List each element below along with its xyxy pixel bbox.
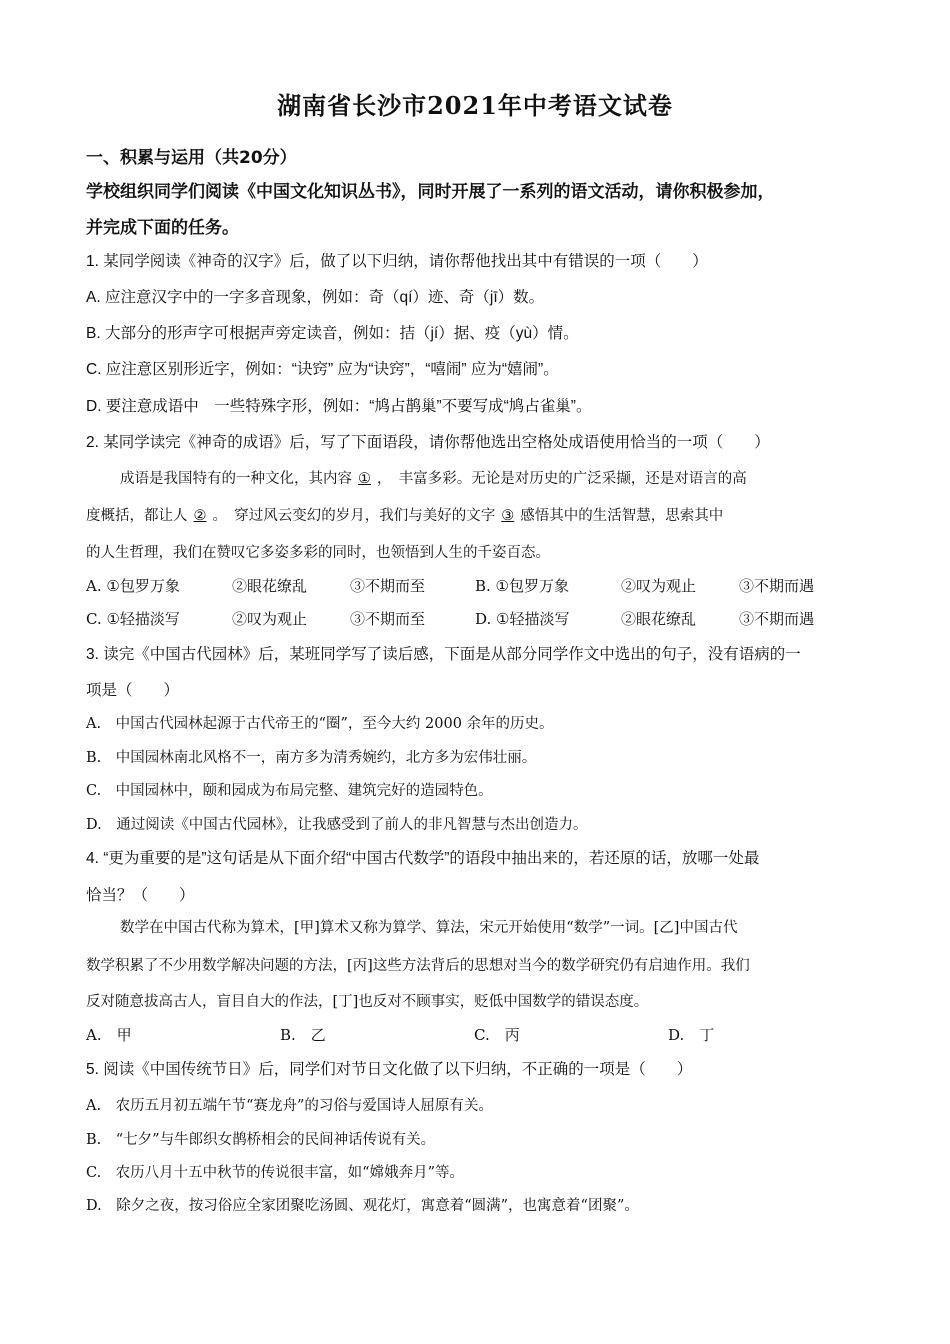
q2-option-b-3: ③不期而遇 [739, 577, 815, 595]
q2-blank-1: ① [358, 471, 371, 487]
page-title: 湖南省长沙市2021年中考语文试卷 [277, 91, 673, 120]
q3-stem-line1: 3. 读完《中国古代园林》后，某班同学写了读后感，下面是从部分同学作文中选出的句子，没有语病的一 [86, 646, 801, 663]
q2-stem: 2. 某同学读完《神奇的成语》后，写了下面语段，请你帮他选出空格处成语使用恰当的一项（ ） [86, 434, 770, 451]
q4-option-c: C. 丙 [474, 1026, 520, 1044]
q2-passage-line1 [120, 467, 747, 488]
q1-option-a: A. 应注意汉字中的一字多音现象，例如：奇（qí）迹、奇（jī）数。 [86, 289, 545, 306]
q4-passage-line3: 反对随意拔高古人，盲目自大的作法，[丁]也反对不顾事实，贬低中国数学的错误态度。 [86, 994, 649, 1010]
q1-stem: 1. 某同学阅读《神奇的汉字》后，做了以下归纳，请你帮他找出其中有错误的一项（ ） [86, 253, 708, 270]
q4-passage-line2: 数学积累了不少用数学解决问题的方法，[丙]这些方法背后的思想对当今的数学研究仍有启迪作用。我们 [86, 958, 750, 974]
q3-option-b: B. 中国园林南北风格不一，南方多为清秀婉约，北方多为宏伟壮丽。 [86, 750, 537, 766]
q2-option-d-3: ③不期而遇 [739, 610, 815, 628]
q4-option-a: A. 甲 [86, 1026, 132, 1044]
q2-passage-text: 。 穿过风云变幻的岁月，我们与美好的文字 [212, 508, 496, 524]
q4-option-b: B. 乙 [280, 1026, 326, 1044]
q2-option-c-2: ②叹为观止 [232, 610, 308, 628]
q5-option-a: A. 农历五月初五端午节“赛龙舟”的习俗与爱国诗人屈原有关。 [86, 1098, 493, 1114]
q2-passage-text: 成语是我国特有的一种文化，其内容 [120, 471, 352, 487]
q3-stem-line2: 项是（ ） [86, 682, 180, 699]
q1-option-b: B. 大部分的形声字可根据声旁定读音，例如：拮（jí）据、疫（yù）情。 [86, 325, 579, 342]
q4-stem-line1: 4. “更为重要的是”这句话是从下面介绍“中国古代数学”的语段中抽出来的，若还原的话，放哪一处最 [86, 850, 760, 867]
q2-blank-2: ② [193, 508, 207, 524]
q2-passage-line2 [86, 504, 723, 525]
q2-passage-text: 度概括，都让人 [86, 508, 188, 524]
q2-blank-3: ③ [501, 508, 515, 524]
q2-option-b-1: B. ①包罗万象 [475, 577, 570, 595]
q2-passage-text: 感悟其中的生活智慧，思索其中 [520, 508, 724, 524]
q2-option-b-2: ②叹为观止 [621, 577, 697, 595]
q2-option-a-3: ③不期而至 [350, 577, 426, 595]
q2-option-a-1: A. ①包罗万象 [86, 577, 180, 595]
q3-option-a: A. 中国古代园林起源于古代帝王的“圈”，至今大约 2000 余年的历史。 [86, 716, 554, 732]
q5-option-b: B. “七夕”与牛郎织女鹊桥相会的民间神话传说有关。 [86, 1132, 436, 1148]
section-intro-line1: 学校组织同学们阅读《中国文化知识丛书》，同时开展了一系列的语文活动，请你积极参加， [86, 182, 775, 202]
q4-stem-line2: 恰当？（ ） [86, 887, 195, 904]
q1-option-d: D. 要注意成语中 一些特殊字形，例如：“鸠占鹊巢”不要写成“鸠占雀巢”。 [86, 398, 592, 415]
q2-option-d-2: ②眼花缭乱 [621, 610, 697, 628]
q2-option-c-1: C. ①轻描淡写 [86, 610, 180, 628]
q1-option-c: C. 应注意区别形近字，例如：“诀窍” 应为“诀窍”，“嘻闹” 应为“嬉闹”。 [86, 361, 559, 378]
q2-option-d-1: D. ①轻描淡写 [475, 610, 570, 628]
q2-passage-text: ， 丰富多彩。无论是对历史的广泛采撷，还是对语言的高 [377, 471, 747, 487]
q4-passage-line1: 数学在中国古代称为算术，[甲]算术又称为算学、算法，宋元开始使用“数学”一词。[乙]中国古代 [120, 920, 738, 936]
section-heading: 一、积累与运用（共20分） [86, 148, 297, 168]
q4-option-d: D. 丁 [668, 1026, 715, 1044]
q3-option-d: D. 通过阅读《中国古代园林》，让我感受到了前人的非凡智慧与杰出创造力。 [86, 817, 588, 833]
q5-option-c: C. 农历八月十五中秋节的传说很丰富，如“嫦娥奔月”等。 [86, 1165, 465, 1181]
q2-option-c-3: ③不期而至 [350, 610, 426, 628]
section-intro-line2: 并完成下面的任务。 [86, 218, 239, 238]
q5-stem: 5. 阅读《中国传统节日》后，同学们对节日文化做了以下归纳，不正确的一项是（ ） [86, 1061, 693, 1078]
q5-option-d: D. 除夕之夜，按习俗应全家团聚吃汤圆、观花灯，寓意着“圆满”，也寓意着“团聚”。 [86, 1198, 639, 1214]
q2-passage-line3: 的人生哲理，我们在赞叹它多姿多彩的同时，也领悟到人生的千姿百态。 [86, 545, 550, 561]
q2-option-a-2: ②眼花缭乱 [232, 577, 308, 595]
q3-option-c: C. 中国园林中，颐和园成为布局完整、建筑完好的造园特色。 [86, 783, 493, 799]
